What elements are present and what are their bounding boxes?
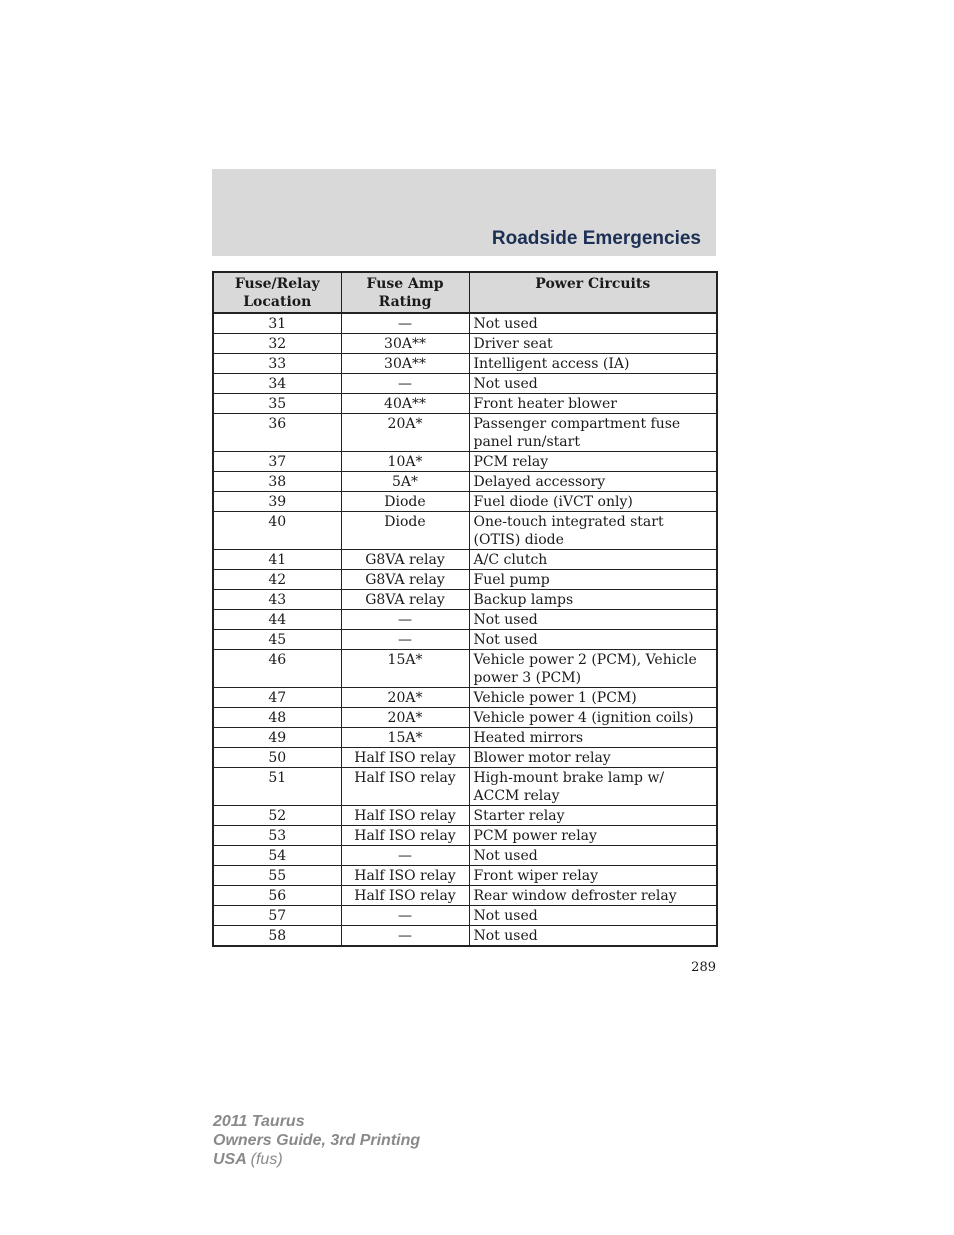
cell-location: 34 xyxy=(213,374,341,394)
cell-amp-rating: 15A* xyxy=(341,650,469,688)
cell-power-circuit: Intelligent access (IA) xyxy=(469,354,717,374)
table-row xyxy=(213,610,717,630)
table-row xyxy=(213,846,717,866)
table-row xyxy=(213,748,717,768)
cell-power-circuit: Fuel diode (iVCT only) xyxy=(469,492,717,512)
table-row xyxy=(213,866,717,886)
section-title: Roadside Emergencies xyxy=(491,228,701,249)
cell-amp-rating: G8VA relay xyxy=(341,590,469,610)
table-row xyxy=(213,630,717,650)
cell-power-circuit: Not used xyxy=(469,313,717,334)
cell-location: 31 xyxy=(213,313,341,334)
cell-power-circuit: Not used xyxy=(469,374,717,394)
cell-location: 56 xyxy=(213,886,341,906)
table-row xyxy=(213,374,717,394)
cell-amp-rating: Half ISO relay xyxy=(341,768,469,806)
cell-amp-rating: 10A* xyxy=(341,452,469,472)
cell-amp-rating: — xyxy=(341,610,469,630)
table-row xyxy=(213,806,717,826)
cell-power-circuit: One-touch integrated start (OTIS) diode xyxy=(469,512,717,550)
cell-location: 48 xyxy=(213,708,341,728)
cell-location: 32 xyxy=(213,334,341,354)
table-row xyxy=(213,926,717,947)
footer-edition: Owners Guide, 3rd Printing xyxy=(213,1132,421,1149)
cell-amp-rating: 20A* xyxy=(341,414,469,452)
cell-location: 50 xyxy=(213,748,341,768)
table-row xyxy=(213,334,717,354)
cell-location: 47 xyxy=(213,688,341,708)
cell-location: 57 xyxy=(213,906,341,926)
cell-location: 37 xyxy=(213,452,341,472)
cell-location: 40 xyxy=(213,512,341,550)
cell-power-circuit: Fuel pump xyxy=(469,570,717,590)
footer-region xyxy=(213,1150,420,1169)
table-row xyxy=(213,512,717,550)
cell-location: 46 xyxy=(213,650,341,688)
column-header-power-circuits: Power Circuits xyxy=(469,272,717,313)
table-row xyxy=(213,906,717,926)
cell-location: 33 xyxy=(213,354,341,374)
table-row xyxy=(213,550,717,570)
document-footer xyxy=(213,1112,420,1169)
table-row xyxy=(213,886,717,906)
cell-power-circuit: Front wiper relay xyxy=(469,866,717,886)
cell-location: 52 xyxy=(213,806,341,826)
cell-amp-rating: Half ISO relay xyxy=(341,886,469,906)
cell-power-circuit: Vehicle power 1 (PCM) xyxy=(469,688,717,708)
cell-amp-rating: — xyxy=(341,846,469,866)
cell-power-circuit: Vehicle power 2 (PCM), Vehicle power 3 (PCM) xyxy=(469,650,717,688)
cell-amp-rating: 40A** xyxy=(341,394,469,414)
cell-amp-rating: — xyxy=(341,313,469,334)
cell-amp-rating: Half ISO relay xyxy=(341,748,469,768)
cell-location: 58 xyxy=(213,926,341,947)
cell-amp-rating: 5A* xyxy=(341,472,469,492)
cell-location: 35 xyxy=(213,394,341,414)
cell-power-circuit: Rear window defroster relay xyxy=(469,886,717,906)
cell-power-circuit: Blower motor relay xyxy=(469,748,717,768)
table-row xyxy=(213,650,717,688)
cell-location: 39 xyxy=(213,492,341,512)
cell-power-circuit: A/C clutch xyxy=(469,550,717,570)
table-row xyxy=(213,472,717,492)
cell-amp-rating: 30A** xyxy=(341,334,469,354)
fuse-relay-table xyxy=(212,271,718,947)
cell-power-circuit: High-mount brake lamp w/ ACCM relay xyxy=(469,768,717,806)
cell-power-circuit: Driver seat xyxy=(469,334,717,354)
cell-location: 44 xyxy=(213,610,341,630)
cell-power-circuit: Not used xyxy=(469,846,717,866)
cell-location: 55 xyxy=(213,866,341,886)
table-row xyxy=(213,414,717,452)
table-row xyxy=(213,452,717,472)
cell-amp-rating: 30A** xyxy=(341,354,469,374)
cell-power-circuit: PCM power relay xyxy=(469,826,717,846)
cell-amp-rating: Half ISO relay xyxy=(341,806,469,826)
cell-power-circuit: Not used xyxy=(469,926,717,947)
cell-power-circuit: Not used xyxy=(469,630,717,650)
footer-region-code: (fus) xyxy=(250,1151,283,1168)
cell-amp-rating: Diode xyxy=(341,492,469,512)
column-header-amp-rating: Fuse Amp Rating xyxy=(341,272,469,313)
cell-power-circuit: Not used xyxy=(469,610,717,630)
table-header-row xyxy=(213,272,717,313)
cell-power-circuit: Front heater blower xyxy=(469,394,717,414)
cell-location: 51 xyxy=(213,768,341,806)
table-row xyxy=(213,590,717,610)
cell-power-circuit: Delayed accessory xyxy=(469,472,717,492)
table-body xyxy=(213,313,717,946)
cell-amp-rating: 20A* xyxy=(341,688,469,708)
table-row xyxy=(213,826,717,846)
footer-region-name: USA xyxy=(213,1151,247,1168)
cell-location: 36 xyxy=(213,414,341,452)
table-row xyxy=(213,768,717,806)
cell-amp-rating: 20A* xyxy=(341,708,469,728)
cell-power-circuit: Not used xyxy=(469,906,717,926)
cell-location: 41 xyxy=(213,550,341,570)
table-row xyxy=(213,708,717,728)
cell-amp-rating: Diode xyxy=(341,512,469,550)
page-number: 289 xyxy=(691,960,716,975)
table-row xyxy=(213,492,717,512)
cell-location: 54 xyxy=(213,846,341,866)
table-row xyxy=(213,313,717,334)
footer-model: 2011 Taurus xyxy=(213,1113,305,1130)
cell-amp-rating: — xyxy=(341,926,469,947)
cell-power-circuit: Passenger compartment fuse panel run/start xyxy=(469,414,717,452)
cell-amp-rating: — xyxy=(341,374,469,394)
cell-amp-rating: — xyxy=(341,906,469,926)
cell-amp-rating: Half ISO relay xyxy=(341,866,469,886)
cell-amp-rating: 15A* xyxy=(341,728,469,748)
table-row xyxy=(213,570,717,590)
table-row xyxy=(213,688,717,708)
cell-power-circuit: Heated mirrors xyxy=(469,728,717,748)
cell-power-circuit: Vehicle power 4 (ignition coils) xyxy=(469,708,717,728)
column-header-location: Fuse/Relay Location xyxy=(213,272,341,313)
cell-power-circuit: Starter relay xyxy=(469,806,717,826)
cell-amp-rating: G8VA relay xyxy=(341,550,469,570)
cell-location: 45 xyxy=(213,630,341,650)
cell-power-circuit: Backup lamps xyxy=(469,590,717,610)
cell-power-circuit: PCM relay xyxy=(469,452,717,472)
table-row xyxy=(213,394,717,414)
table-row xyxy=(213,354,717,374)
section-header-band xyxy=(212,169,716,256)
cell-amp-rating: Half ISO relay xyxy=(341,826,469,846)
cell-amp-rating: G8VA relay xyxy=(341,570,469,590)
table-row xyxy=(213,728,717,748)
cell-location: 49 xyxy=(213,728,341,748)
cell-location: 42 xyxy=(213,570,341,590)
cell-location: 43 xyxy=(213,590,341,610)
cell-location: 53 xyxy=(213,826,341,846)
cell-location: 38 xyxy=(213,472,341,492)
cell-amp-rating: — xyxy=(341,630,469,650)
